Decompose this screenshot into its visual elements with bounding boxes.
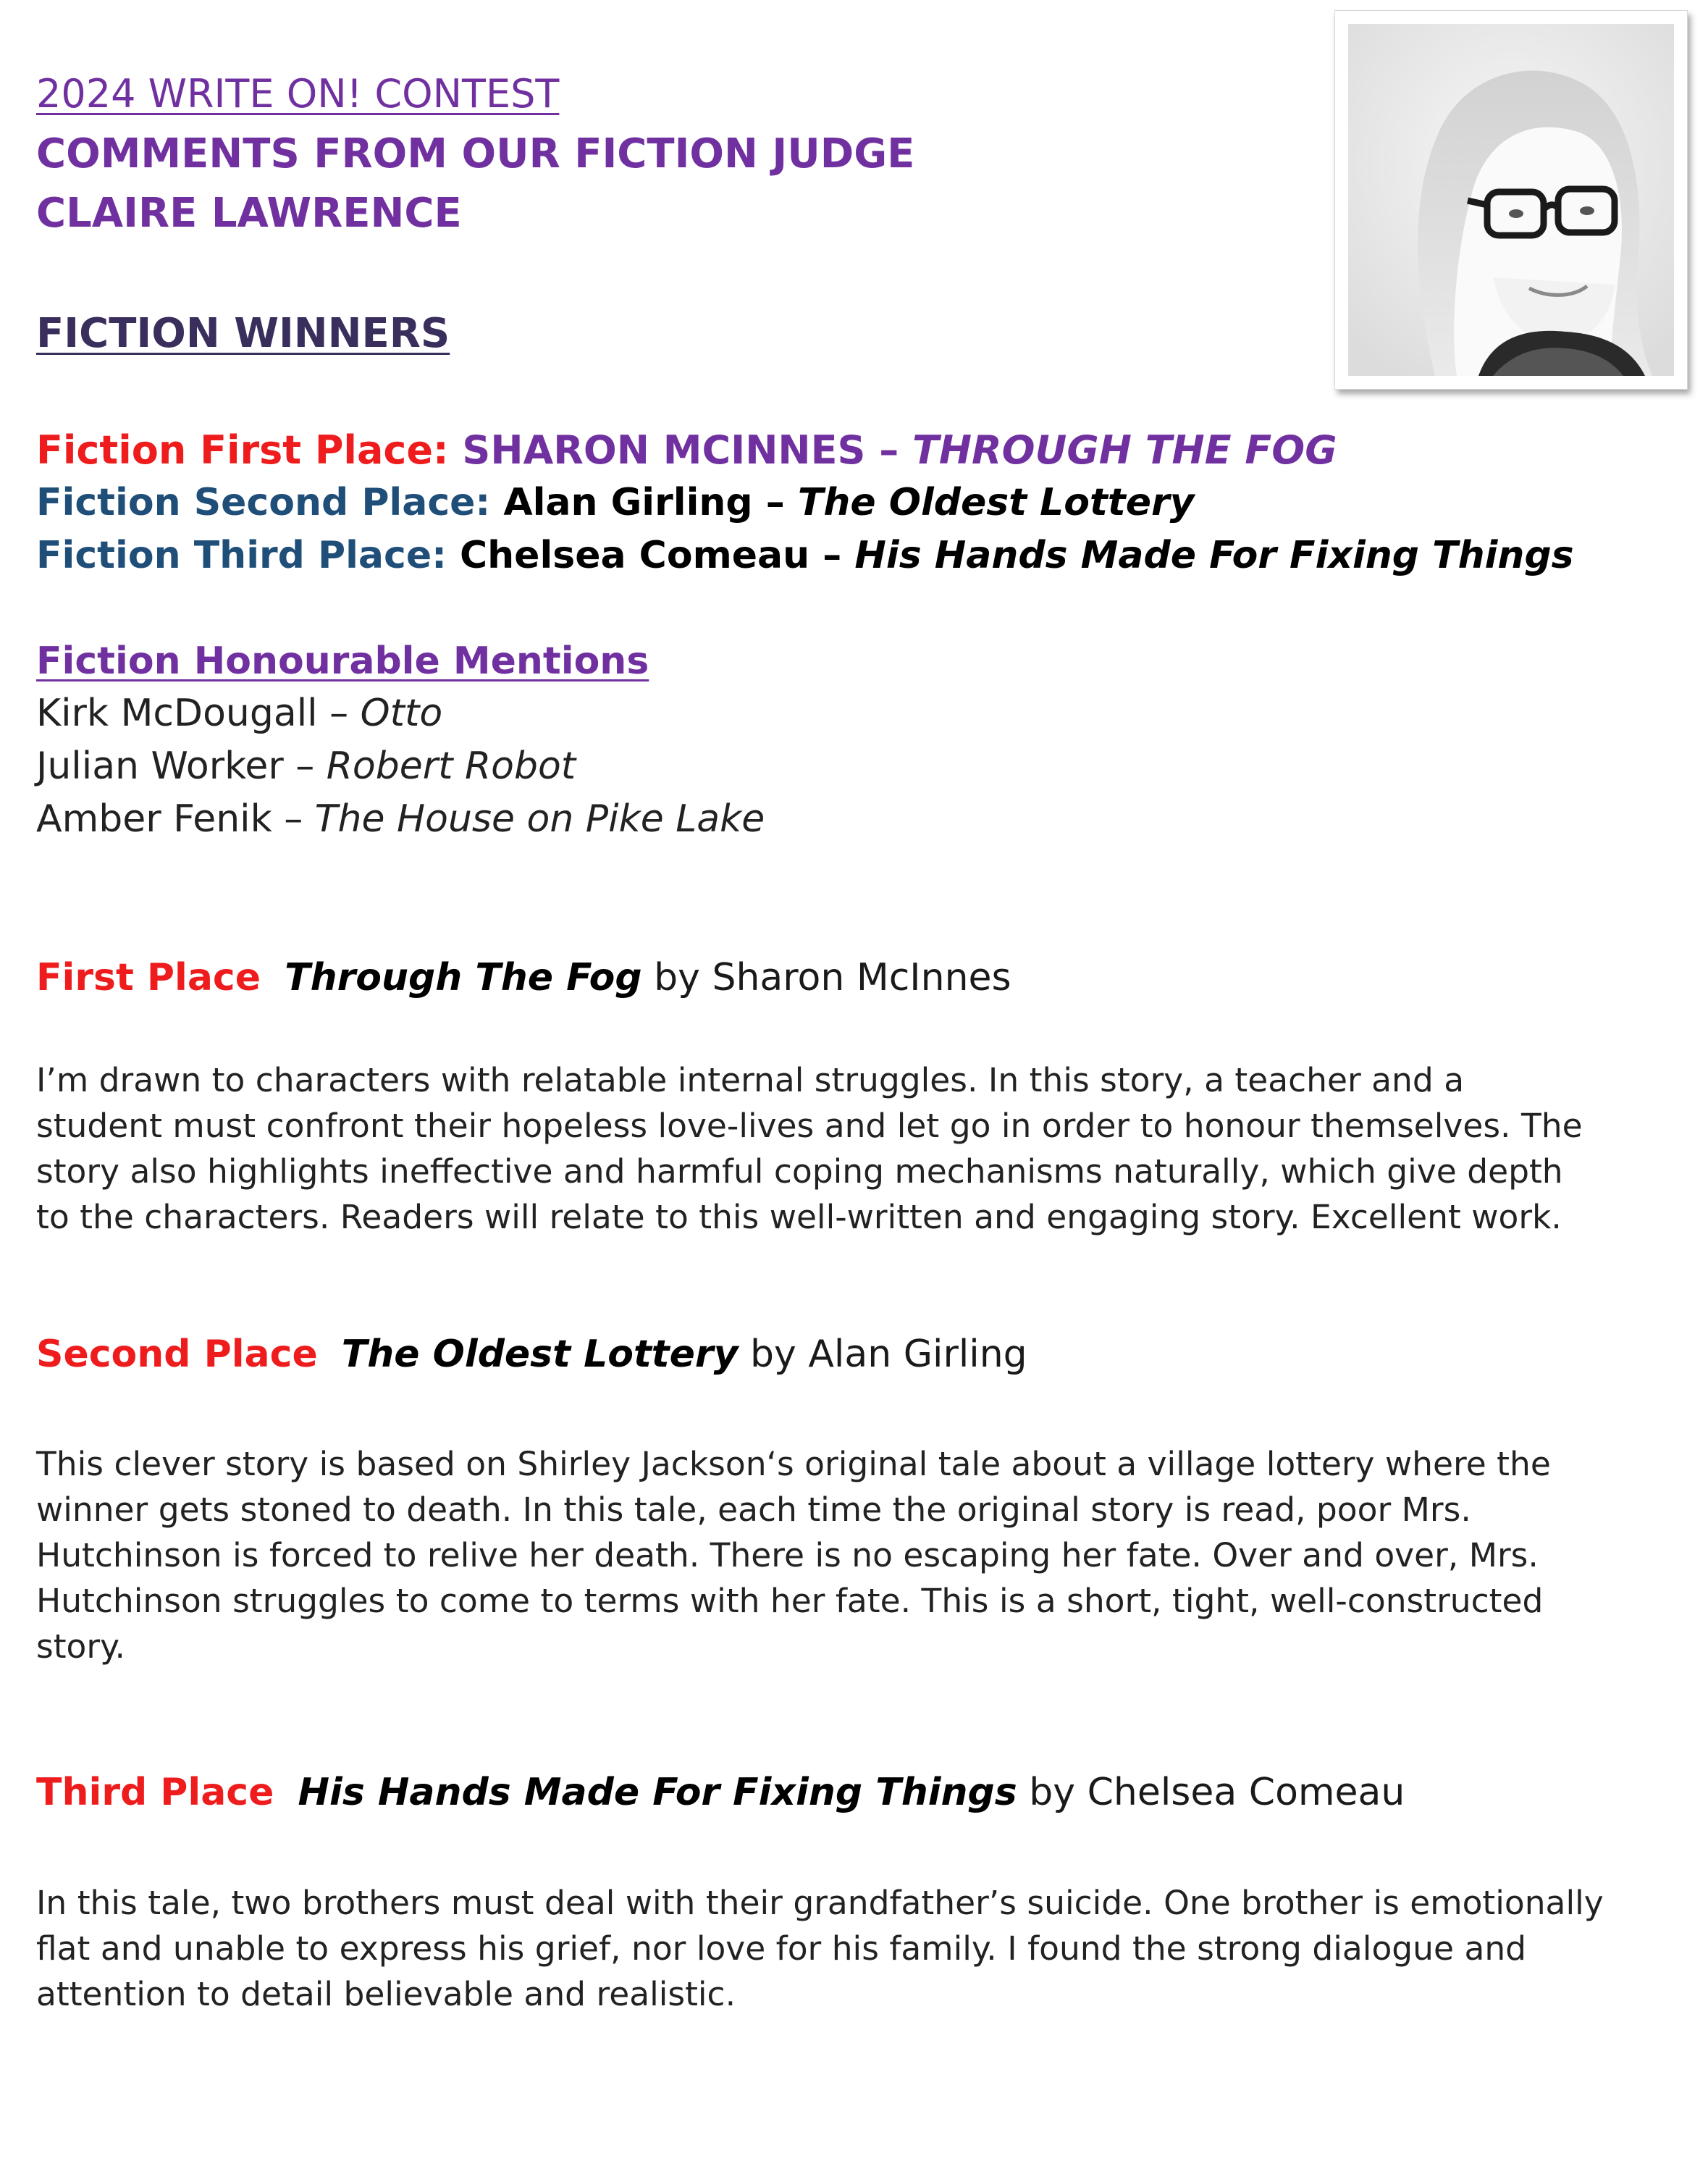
comment-line: attention to detail believable and realistic. bbox=[36, 1975, 736, 2013]
honourable-mention-item bbox=[36, 797, 765, 841]
winners-heading: FICTION WINNERS bbox=[36, 310, 450, 357]
comment-line: Hutchinson struggles to come to terms with her fate. This is a short, tight, well-constructed bbox=[36, 1582, 1544, 1620]
section-byline: by Chelsea Comeau bbox=[1017, 1771, 1405, 1814]
honourable-mention-item bbox=[36, 692, 442, 735]
hm-author: Julian Worker bbox=[36, 744, 284, 788]
winner-second-author: Alan Girling bbox=[503, 481, 753, 524]
winner-third-dash: – bbox=[809, 534, 855, 577]
judge-name: CLAIRE LAWRENCE bbox=[36, 190, 462, 237]
winner-third-line bbox=[36, 534, 1574, 577]
hm-author: Amber Fenik bbox=[36, 797, 272, 841]
hm-title: The House on Pike Lake bbox=[314, 797, 765, 841]
comment-line: I’m drawn to characters with relatable internal struggles. In this story, a teacher and a bbox=[36, 1061, 1465, 1099]
winner-first-author: SHARON MCINNES bbox=[462, 427, 866, 473]
section-story-title: Through The Fog bbox=[285, 956, 642, 999]
winner-second-dash: – bbox=[752, 481, 798, 524]
winner-first-dash: – bbox=[865, 427, 913, 473]
winner-second-label: Fiction Second Place: bbox=[36, 481, 504, 524]
comment-line: winner gets stoned to death. In this tale, each time the original story is read, poor Mrs. bbox=[36, 1490, 1471, 1529]
comment-line: This clever story is based on Shirley Jackson‘s original tale about a village lottery where the bbox=[36, 1445, 1551, 1483]
winner-third-author: Chelsea Comeau bbox=[460, 534, 810, 577]
section-byline: by Alan Girling bbox=[738, 1333, 1027, 1376]
winner-first-line bbox=[36, 427, 1337, 473]
comment-line: flat and unable to express his grief, nor love for his family. I found the strong dialogue and bbox=[36, 1929, 1527, 1968]
judge-photo bbox=[1334, 10, 1688, 390]
hm-dash: – bbox=[283, 744, 327, 788]
section-place-label: Third Place bbox=[36, 1771, 274, 1814]
comment-line: In this tale, two brothers must deal with their grandfather’s suicide. One brother is emotionally bbox=[36, 1884, 1604, 1922]
honourable-mention-item bbox=[36, 744, 576, 788]
hm-title: Otto bbox=[360, 692, 443, 735]
winner-second-title: The Oldest Lottery bbox=[797, 481, 1195, 524]
comment-line: Hutchinson is forced to relive her death. There is no escaping her fate. Over and over, Mrs. bbox=[36, 1536, 1539, 1574]
comments-heading: COMMENTS FROM OUR FICTION JUDGE bbox=[36, 130, 915, 177]
second-place-heading bbox=[36, 1333, 1027, 1376]
contest-title: 2024 WRITE ON! CONTEST bbox=[36, 71, 560, 117]
section-story-title: The Oldest Lottery bbox=[341, 1333, 739, 1376]
first-place-heading bbox=[36, 956, 1011, 999]
section-story-title: His Hands Made For Fixing Things bbox=[298, 1771, 1017, 1814]
first-place-comment bbox=[36, 1057, 1694, 1240]
section-place-label: First Place bbox=[36, 956, 261, 999]
comment-line: story also highlights ineffective and harmful coping mechanisms naturally, which give depth bbox=[36, 1152, 1563, 1191]
section-place-label: Second Place bbox=[36, 1333, 318, 1376]
honourable-mentions-heading: Fiction Honourable Mentions bbox=[36, 639, 649, 683]
winner-second-line bbox=[36, 481, 1195, 524]
winner-first-title: THROUGH THE FOG bbox=[912, 427, 1337, 473]
hm-author: Kirk McDougall bbox=[36, 692, 318, 735]
third-place-heading bbox=[36, 1771, 1405, 1814]
comment-line: story. bbox=[36, 1627, 125, 1666]
comment-line: to the characters. Readers will relate to this well-written and engaging story. Excellent work. bbox=[36, 1198, 1562, 1236]
hm-title: Robert Robot bbox=[326, 744, 576, 788]
judge-portrait-image bbox=[1348, 24, 1674, 376]
winner-third-title: His Hands Made For Fixing Things bbox=[854, 534, 1574, 577]
winner-first-label: Fiction First Place: bbox=[36, 427, 463, 473]
hm-dash: – bbox=[317, 692, 361, 735]
section-byline: by Sharon McInnes bbox=[641, 956, 1011, 999]
winner-third-label: Fiction Third Place: bbox=[36, 534, 460, 577]
comment-line: student must confront their hopeless love-lives and let go in order to honour themselves. The bbox=[36, 1107, 1583, 1145]
second-place-comment bbox=[36, 1441, 1694, 1669]
third-place-comment bbox=[36, 1880, 1694, 2017]
hm-dash: – bbox=[272, 797, 315, 841]
